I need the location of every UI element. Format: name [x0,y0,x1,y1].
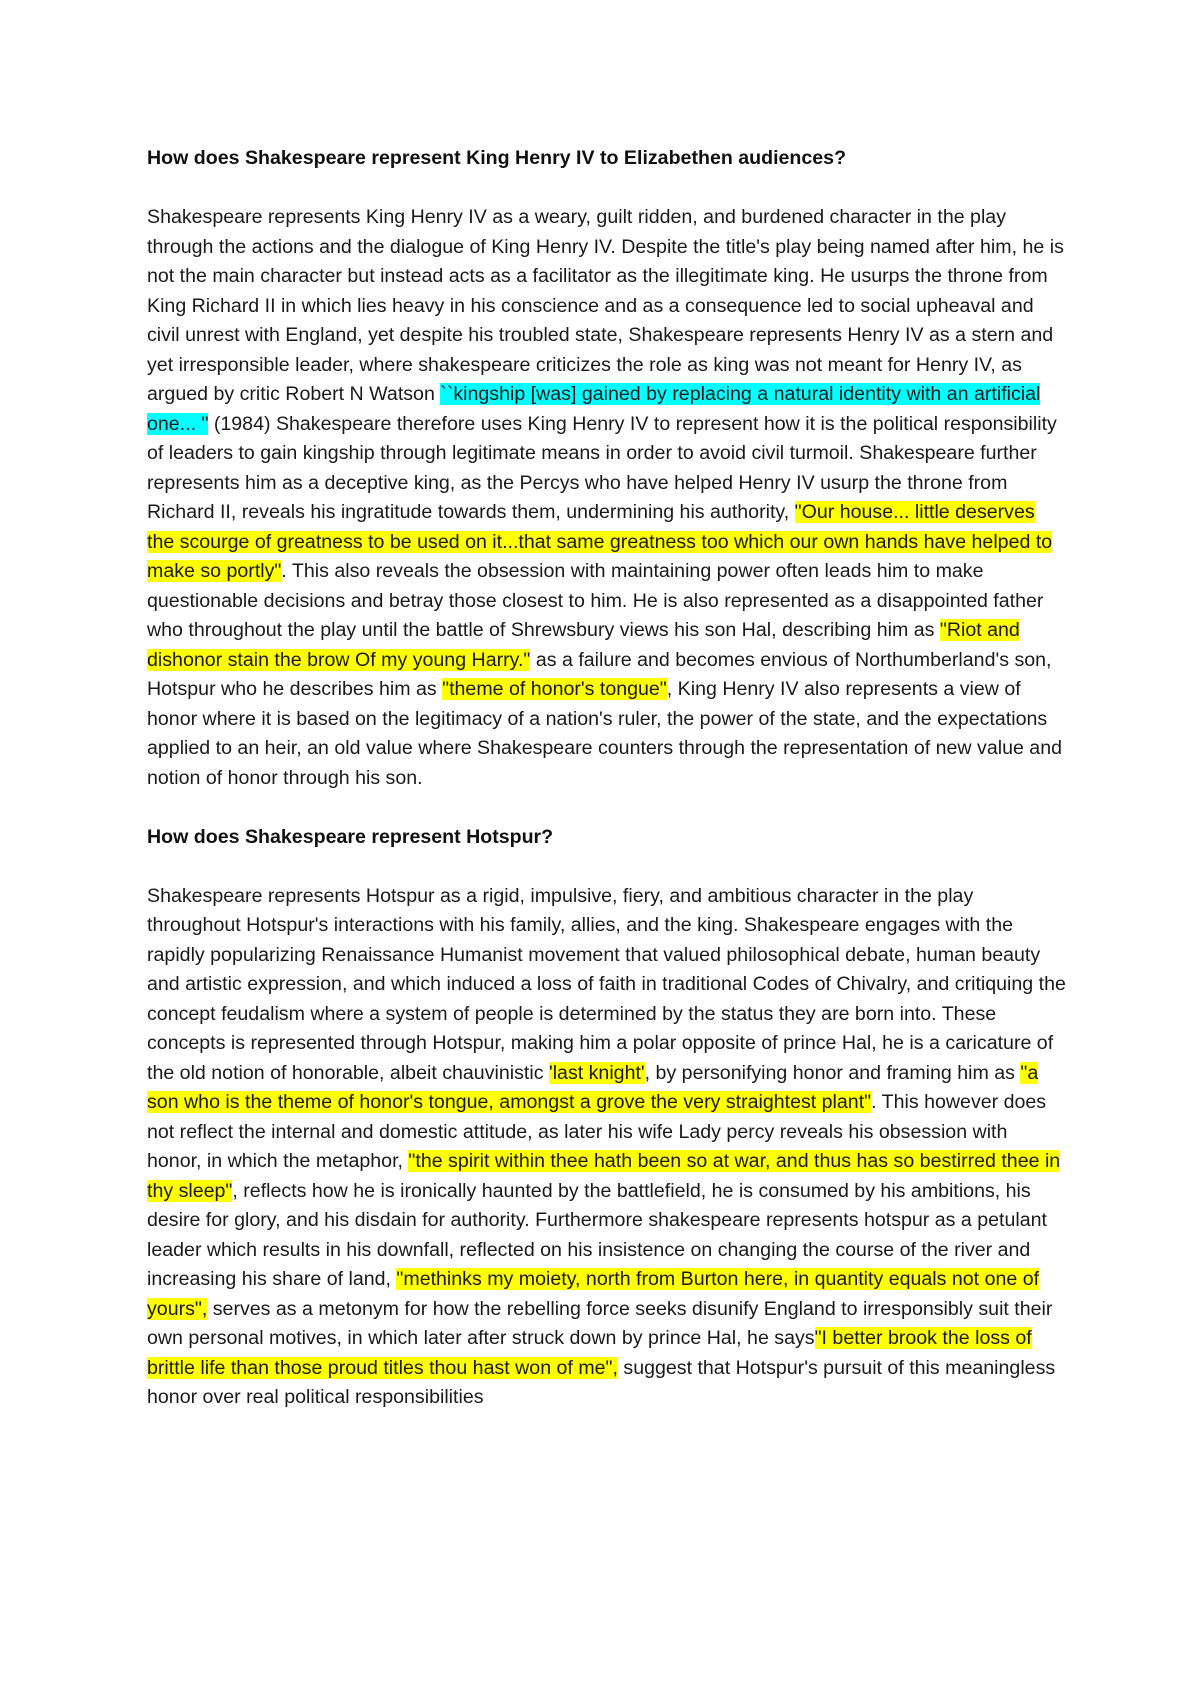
highlighted-quote: "Riot and dishonor stain the brow Of my young Harry." [147,619,1020,671]
highlighted-citation: ``kingship [was] gained by replacing a natural identity with an artificial one... " [147,383,1041,435]
paragraph-gap [147,793,1067,823]
body-text: Shakespeare represents King Henry IV as a weary, guilt ridden, and burdened character in the play through the actions and the dialogue of King Henry IV. Despite the title's play being named after him, he is not the main character but instead acts as a facilitator as the illegitimate king. He usurps the throne from King Richard II in which lies heavy in his conscience and as a consequence led to social upheaval and civil unrest with England, yet despite his troubled state, Shakespeare represents Henry IV as a stern and yet irresponsible leader, where shakespeare criticizes the role as king was not meant for Henry IV, as argued by critic Robert N Watson [147,206,1064,405]
highlighted-quote: 'last knight' [548,1061,645,1084]
section-heading-hotspur: How does Shakespeare represent Hotspur? [147,825,554,848]
body-text: serves as a metonym for how the rebelling force seeks disunify England to irresponsibly suit their own personal motives, in which later after struck down by prince Hal, he says [147,1297,1053,1349]
body-text: suggest that Hotspur's pursuit of this meaningless honor over real political responsibilities [147,1356,1056,1408]
highlighted-quote: "a son who is the theme of honor's tongue, amongst a grove the very straightest plant" [147,1061,1039,1113]
paragraph-gap [147,174,1067,204]
body-text: Shakespeare represents Hotspur as a rigid, impulsive, fiery, and ambitious character in the play throughout Hotspur's interactions with his family, allies, and the king. Shakespeare engages with the rapidly popularizing Renaissance Humanist movement that valued philosophical debate, human beauty and artistic expression, and which induced a loss of faith in traditional Codes of Chivalry, and critiquing the concept feudalism where a system of people is determined by the status they are born into. These concepts is represented through Hotspur, making him a polar opposite of prince Hal, he is a caricature of the old notion of honorable, albeit chauvinistic [147,884,1066,1084]
body-text: (1984) Shakespeare therefore uses King Henry IV to represent how it is the political responsibility of leaders to gain kingship through legitimate means in order to avoid civil turmoil. Shakespeare further represents him as a deceptive king, as the Percys who have helped Henry IV usurp the throne from Richard II, reveals his ingratitude towards them, undermining his authority, [147,412,1057,523]
highlighted-quote: "methinks my moiety, north from Burton here, in quantity equals not one of yours", [147,1268,1040,1320]
highlighted-quote: "the spirit within thee hath been so at war, and thus has so bestirred thee in thy sleep" [147,1150,1061,1202]
body-text: , King Henry IV also represents a view of honor where it is based on the legitimacy of a nation's ruler, the power of the state, and the expectations applied to an heir, an old value where Shakespeare counters through the representation of new value and notion of honor through his son. [147,678,1063,789]
body-text: , by personifying honor and framing him as [644,1061,1021,1084]
body-text: . This also reveals the obsession with maintaining power often leads him to make questionable decisions and betray those closest to him. He is also represented as a disappointed father who throughout the play until the battle of Shrewsbury views his son Hal, describing him as [147,560,1044,641]
body-text: , reflects how he is ironically haunted by the battlefield, he is consumed by his ambitions, his desire for glory, and his disdain for authority. Furthermore shakespeare represents hotspur as a petulant leader which results in his downfall, reflected on his insistence on changing the course of the river and increasing his share of land, [147,1179,1047,1290]
highlighted-quote: "theme of honor's tongue" [442,678,667,700]
body-text: . This however does not reflect the internal and domestic attitude, as later his wife Lady percy reveals his obsession with honor, in which the metaphor, [147,1091,1047,1172]
body-text: as a failure and becomes envious of Northumberland's son, Hotspur who he describes him as [147,648,1052,700]
paragraph-gap [147,852,1067,882]
highlighted-quote: "Our house... little deserves the scourge of greatness to be used on it...that same greatness too which our own hands have helped to make so portly" [147,501,1053,582]
paragraph-hotspur [147,882,1067,1413]
section-heading-henry-iv: How does Shakespeare represent King Henry IV to Elizabethen audiences? [147,147,847,169]
paragraph-henry-iv [147,203,1067,793]
highlighted-quote: "I better brook the loss of brittle life than those proud titles thou hast won of me", [147,1327,1032,1379]
document-body [147,144,1067,1413]
